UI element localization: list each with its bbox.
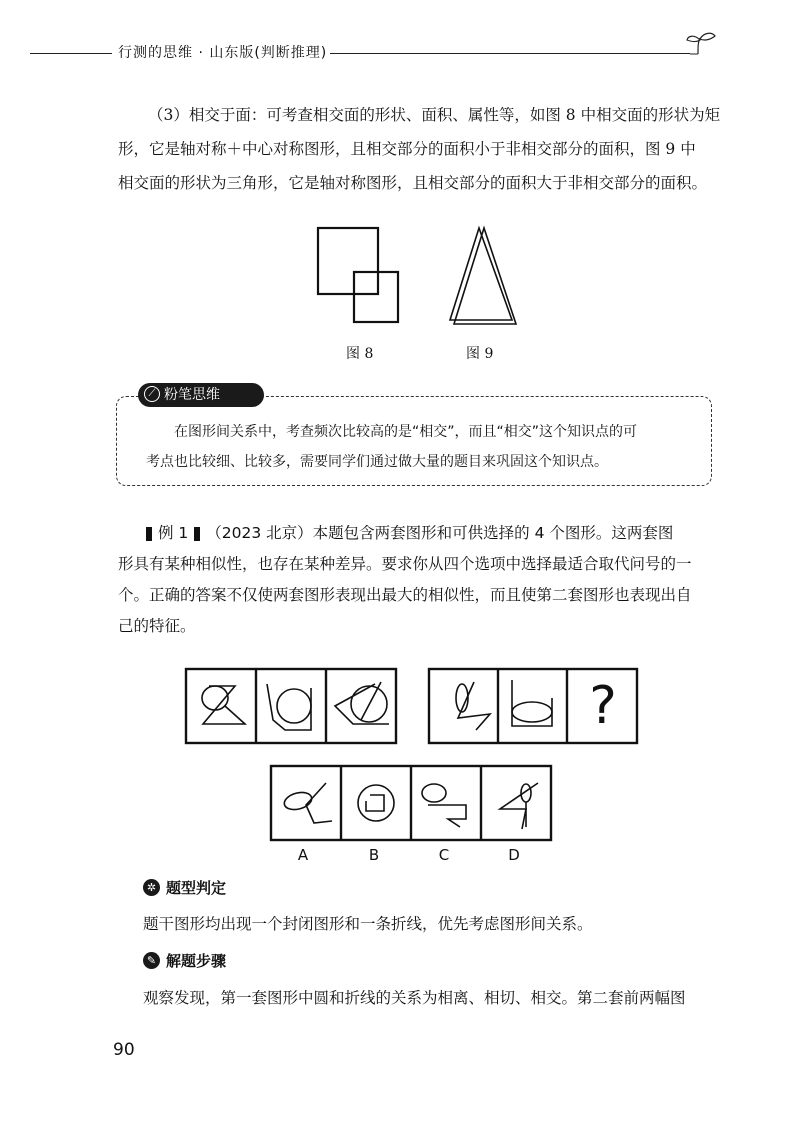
section-type-title: 题型判定 (166, 879, 227, 897)
question-mark: ? (589, 676, 617, 736)
section-steps-text: 观察发现，第一套图形中圆和折线的关系为相离、相切、相交。第二套前两幅图 (143, 989, 686, 1007)
section-type-text: 题干图形均出现一个封闭图形和一条折线，优先考虑图形间关系。 (143, 915, 593, 933)
header-title: 行测的思维 · 山东版(判断推理) (118, 45, 328, 61)
tip-badge (138, 383, 264, 407)
example-paragraph (118, 518, 718, 642)
puzzle-set-1 (185, 668, 397, 744)
example-line: 个。正确的答案不仅使两套图形表现出最大的相似性，而且使第二套图形也表现出自 (118, 586, 692, 604)
gear-icon: ✲ (143, 879, 160, 896)
intro-line: 形，它是轴对称＋中心对称图形，且相交部分的面积小于非相交部分的面积，图 9 中 (118, 140, 696, 158)
section-type-heading (143, 877, 226, 898)
answer-options[interactable] (270, 765, 552, 841)
key-icon: ✎ (143, 952, 160, 969)
tip-line: 考点也比较细、比较多，需要同学们通过做大量的题目来巩固这个知识点。 (146, 454, 608, 470)
option-label-b[interactable]: B (368, 846, 380, 864)
figure-9-overlapping-triangles (440, 222, 530, 332)
intro-paragraph (118, 98, 721, 200)
header-rule-right (330, 53, 690, 54)
intro-line: 相交面的形状为三角形，它是轴对称图形，且相交部分的面积大于非相交部分的面积。 (118, 174, 708, 192)
example-line: 形具有某种相似性，也存在某种差异。要求你从四个选项中选择最适合取代问号的一 (118, 555, 692, 573)
figure-8-caption: 图 8 (346, 346, 374, 362)
option-label-a[interactable]: A (297, 846, 309, 864)
example-label: 例 1 (158, 524, 189, 542)
page-number: 90 (113, 1040, 135, 1060)
example-first-line (118, 518, 718, 549)
tip-line: 在图形间关系中，考查频次比较高的是“相交”，而且“相交”这个知识点的可 (174, 424, 638, 440)
chalk-icon: ⟋ (144, 386, 160, 402)
intro-line: （3）相交于面：可考查相交面的形状、面积、属性等，如图 8 中相交面的形状为矩 (148, 106, 721, 124)
example-line: 己的特征。 (118, 617, 196, 635)
figure-9-caption: 图 9 (466, 346, 494, 362)
option-label-c[interactable]: C (438, 846, 450, 864)
example-line: （2023 北京）本题包含两套图形和可供选择的 4 个图形。这两套图 (206, 524, 674, 542)
sprout-icon (684, 30, 720, 56)
header-rule-left (30, 53, 112, 54)
tip-badge-label: 粉笔思维 (164, 387, 220, 403)
section-steps-title: 解题步骤 (166, 952, 227, 970)
section-steps-heading (143, 950, 226, 971)
figure-8-overlapping-squares (310, 222, 410, 332)
option-label-d[interactable]: D (508, 846, 520, 864)
